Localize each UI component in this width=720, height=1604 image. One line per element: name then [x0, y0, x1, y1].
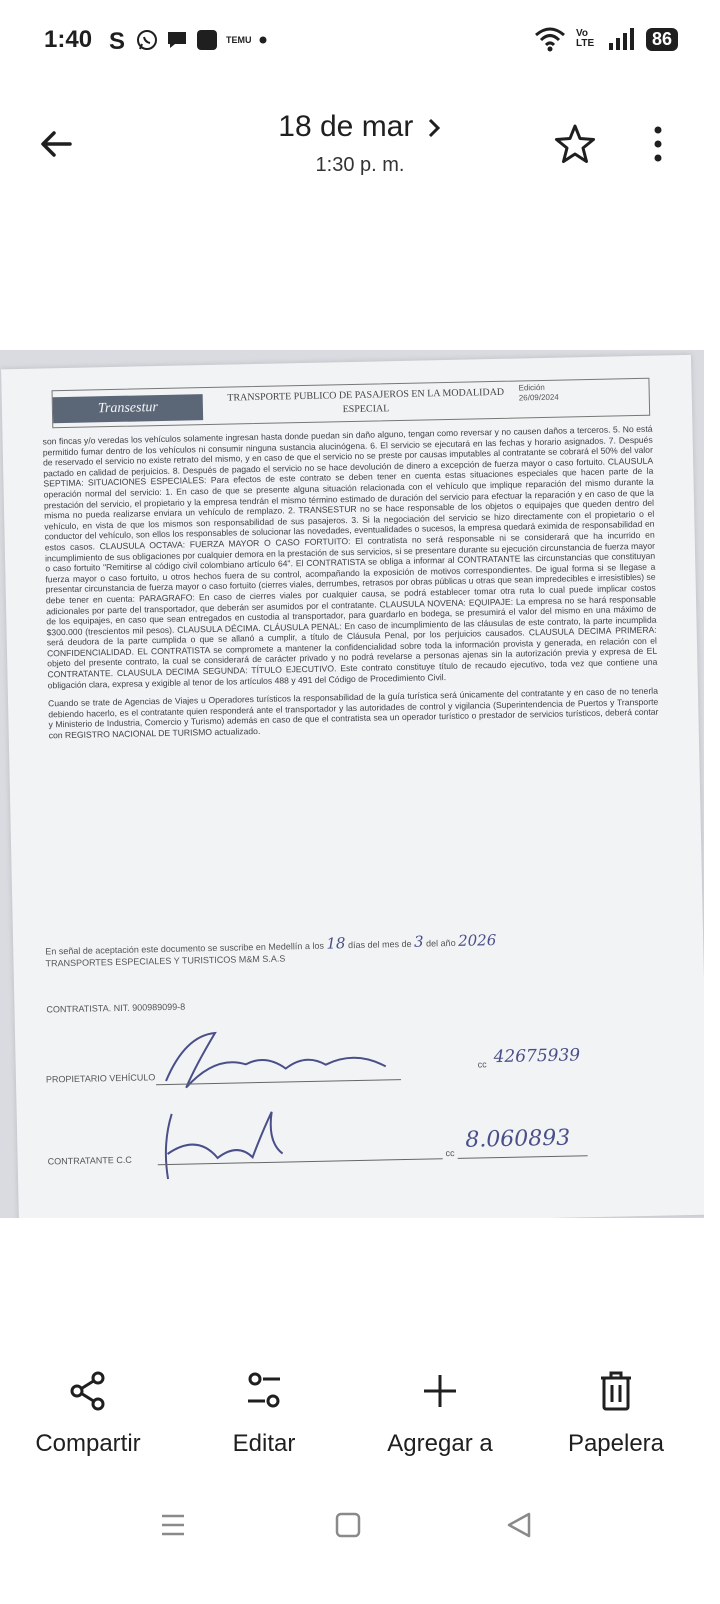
handwritten-month: 3: [413, 932, 424, 951]
handwritten-year: 2026: [457, 931, 497, 950]
status-time: 1:40: [44, 26, 93, 53]
owner-cc-number: 42675939: [493, 1045, 581, 1068]
edit-sliders-icon: [244, 1370, 284, 1412]
plus-icon: [420, 1370, 460, 1412]
trash-label: Papelera: [567, 1430, 665, 1457]
more-options-icon[interactable]: [648, 124, 668, 164]
share-icon: [68, 1370, 108, 1412]
handwritten-day: 18: [326, 934, 346, 953]
menu-icon[interactable]: [160, 1512, 186, 1538]
system-icons: [534, 26, 678, 52]
edit-label: Editar: [232, 1430, 296, 1457]
chat-icon: [166, 29, 188, 51]
add-to-label: Agregar a: [387, 1430, 493, 1457]
date-title[interactable]: [0, 110, 720, 144]
status-bar: [0, 0, 720, 82]
contratante-cc-label: cc: [445, 1147, 455, 1159]
s-icon: [108, 28, 128, 52]
signal-icon: [608, 27, 636, 51]
edition-date: 26/09/2024: [518, 392, 559, 403]
contratante-cc-line: [458, 1155, 588, 1159]
document-paragraph: son fincas y/o veredas los vehículos solamente ingresan hasta donde puedan sin daño alguno, tengan como reversar y no causen daños a terceros. 5. No está permitido fumar dentro de los vehículos ni consumir ninguna sustancia alucinógena. 6. El servicio se ejecutará en las fechas y horario asignados. 7. Después de reservado el servicio no existe retrato del mismo, y en caso de que el servicio no se preste por causas imputables al contratante se cobrará el 50% del valor pactado en calidad de perjuicios. 8. Después de pagado el servicio no se hace devolución de dinero a excepción de fuerza mayor o caso fortuito. CLAUSULA SEPTIMA: SITUACIONES ESPECIALES: Para efectos de este contrato se deben tener en cuenta estas situaciones especiales que hacen parte de la operación normal del servicio: 1. En caso de que se presente alguna situación relacionada con el vehículo que implique reparación del mismo durante la prestación del servicio, el propietario y la empresa tendrán el mismo término estimado de duración del servicio para efectuar la reparación y en caso de que la misma no pueda realizarse enviara un vehículo de remplazo. 2. TRANSESTUR no se hace responsable de los objetos o equipajes que queden dentro del vehículo, en vista de que los mismos son responsabilidad de sus pasajeros. 3. Si la negociación del servicio se hizo directamente con el propietario o el conductor del vehículo, son ellos los responsables de solucionar las novedades, eventualidades o sucesos, la empresa quedará eximida de responsabilidad en estos casos. CLAUSULA OCTAVA: FUERZA MAYOR O CASO FORTUITO: El contratista no será responsable ni se considerará que ha incurrido en incumplimiento de sus obligaciones por cualquier demora en la prestación de sus servicios, si se presentare durante su ejecución circunstancia de fuerza mayor o caso fortuito "Remitirse al código civil colombiano artículo 64". El CONTRATISTA se obliga a informar al CONTRATANTE las circunstancias que constituyan fuerza mayor o caso fortuito, u otros hechos fuera de su control, acompañando la exposición de motivos correspondientes. De igual forma si se llegase a presentar circunstancia de fuerza mayor o caso fortuito (cierres viales, derrumbes, retrasos por obras públicas u otras que sean impredecibles e irresistibles) se debe tener en cuenta: PARAGRAFO: En caso de cierres viales por cualquier causa, se podrá establecer tomar otra ruta lo cual puede implicar costos adicionales por parte del transportador, que deberán ser asumidos por el contratante. CLAUSULA NOVENA: EQUIPAJE: La empresa no se hará responsable de los equipajes, en caso que sean entregados en custodia al transportador, para guardarlo en bodega, se presumirá el valor del mismo en una máximo de $300.000 (trescientos mil pesos). CLAUSULA DÉCIMA. CLÁUSULA PENAL: En caso de incumplimiento de las cláusulas de este contrato, la parte incumplida será deudora de la parte cumplida o que se allanó a cumplir, a título de Cláusula Penal, por los perjuicios causados. CLAUSULA DECIMA PRIMERA: CONFIDENCIALIDAD. EL CONTRATISTA se compromete a mantener la confidencialidad sobre toda la información provista y generada, en relación con el objeto del presente contrato, la cual se considerará de carácter privado y no podrá revelarse a personas ajenas sin la autorización previa y expresa de EL CONTRATANTE. CLAUSULA DECIMA SEGUNDA: TÍTULO EJECUTIVO. Este contrato constituye título de recaudo ejecutivo, toda vez que contiene una obligación clara, expresa y exigible al tenor de los artículos 488 y 491 del Código de Procedimiento Civil.: [42, 423, 658, 691]
share-label: Compartir: [35, 1430, 141, 1457]
company-logo: Transestur: [53, 394, 204, 423]
document-header: [52, 378, 651, 429]
trash-icon: [596, 1370, 636, 1412]
edition-box: [518, 381, 638, 404]
svg-text:S: S: [109, 28, 126, 52]
back-triangle-icon[interactable]: [506, 1512, 532, 1538]
bottom-actions: [0, 1370, 720, 1490]
edit-button[interactable]: [179, 1370, 349, 1458]
edition-label: Edición: [518, 382, 545, 393]
system-navigation-bar: [0, 1500, 720, 1604]
owner-signature-icon: [155, 1021, 406, 1096]
whatsapp-icon: [136, 29, 158, 51]
dot-icon: [258, 35, 268, 45]
document-body: [42, 424, 658, 749]
add-to-button[interactable]: [355, 1370, 525, 1458]
document-page: [1, 355, 704, 1218]
chevron-right-icon: [426, 117, 442, 139]
document-paragraph: Cuando se trate de Agencias de Viajes u Operadores turísticos la responsabilidad de la guía turística será únicamente del contratante y en caso de no tenerla debiendo hacerlo, es el contratante quien responderá ante el transportador y las autoridades de control y vigilancia (Superintendencia de Puertos y Transporte y Ministerio de Industria, Comercio y Turismo) además en caso de que el contratista sea un operador turístico o prestador de servicios turísticos, deberá contar con REGISTRO NACIONAL DE TURISMO actualizado.: [47, 685, 659, 741]
acceptance-line: [45, 928, 665, 959]
top-app-bar: [0, 100, 720, 190]
volte-icon: Vo LTE: [575, 28, 595, 49]
acceptance-prefix: En señal de aceptación este documento se suscribe en Medellín a los: [45, 940, 324, 957]
trash-button[interactable]: [531, 1370, 701, 1458]
home-icon[interactable]: [335, 1512, 361, 1538]
contratista-nit: CONTRATISTA. NIT. 900989099-8: [46, 1001, 186, 1015]
acceptance-year: del año: [426, 937, 456, 949]
temu-icon: TEMU: [226, 34, 252, 45]
photo-viewer[interactable]: [0, 350, 704, 1218]
time-subtitle: 1:30 p. m.: [315, 154, 405, 176]
share-button[interactable]: [3, 1370, 173, 1458]
contratante-signature-icon: [156, 1101, 298, 1184]
star-icon[interactable]: [553, 122, 597, 166]
acceptance-days: días del mes de: [347, 938, 412, 951]
owner-cc-label: cc: [477, 1059, 487, 1070]
date-title-text: 18 de mar: [278, 110, 414, 143]
wifi-icon: [534, 26, 566, 52]
notification-icons: [108, 28, 268, 52]
contratante-cc-number: 8.060893: [465, 1125, 571, 1153]
app-icon: [196, 29, 218, 51]
company-name: TRANSPORTES ESPECIALES Y TURISTICOS M&M S.A.S: [45, 953, 286, 969]
battery-indicator: 86: [646, 28, 678, 51]
contratante-label: CONTRATANTE C.C: [47, 1154, 132, 1167]
document-header-title: TRANSPORTE PUBLICO DE PASAJEROS EN LA MODALIDAD ESPECIAL: [227, 386, 505, 416]
owner-label: PROPIETARIO VEHÍCULO: [45, 1072, 156, 1085]
